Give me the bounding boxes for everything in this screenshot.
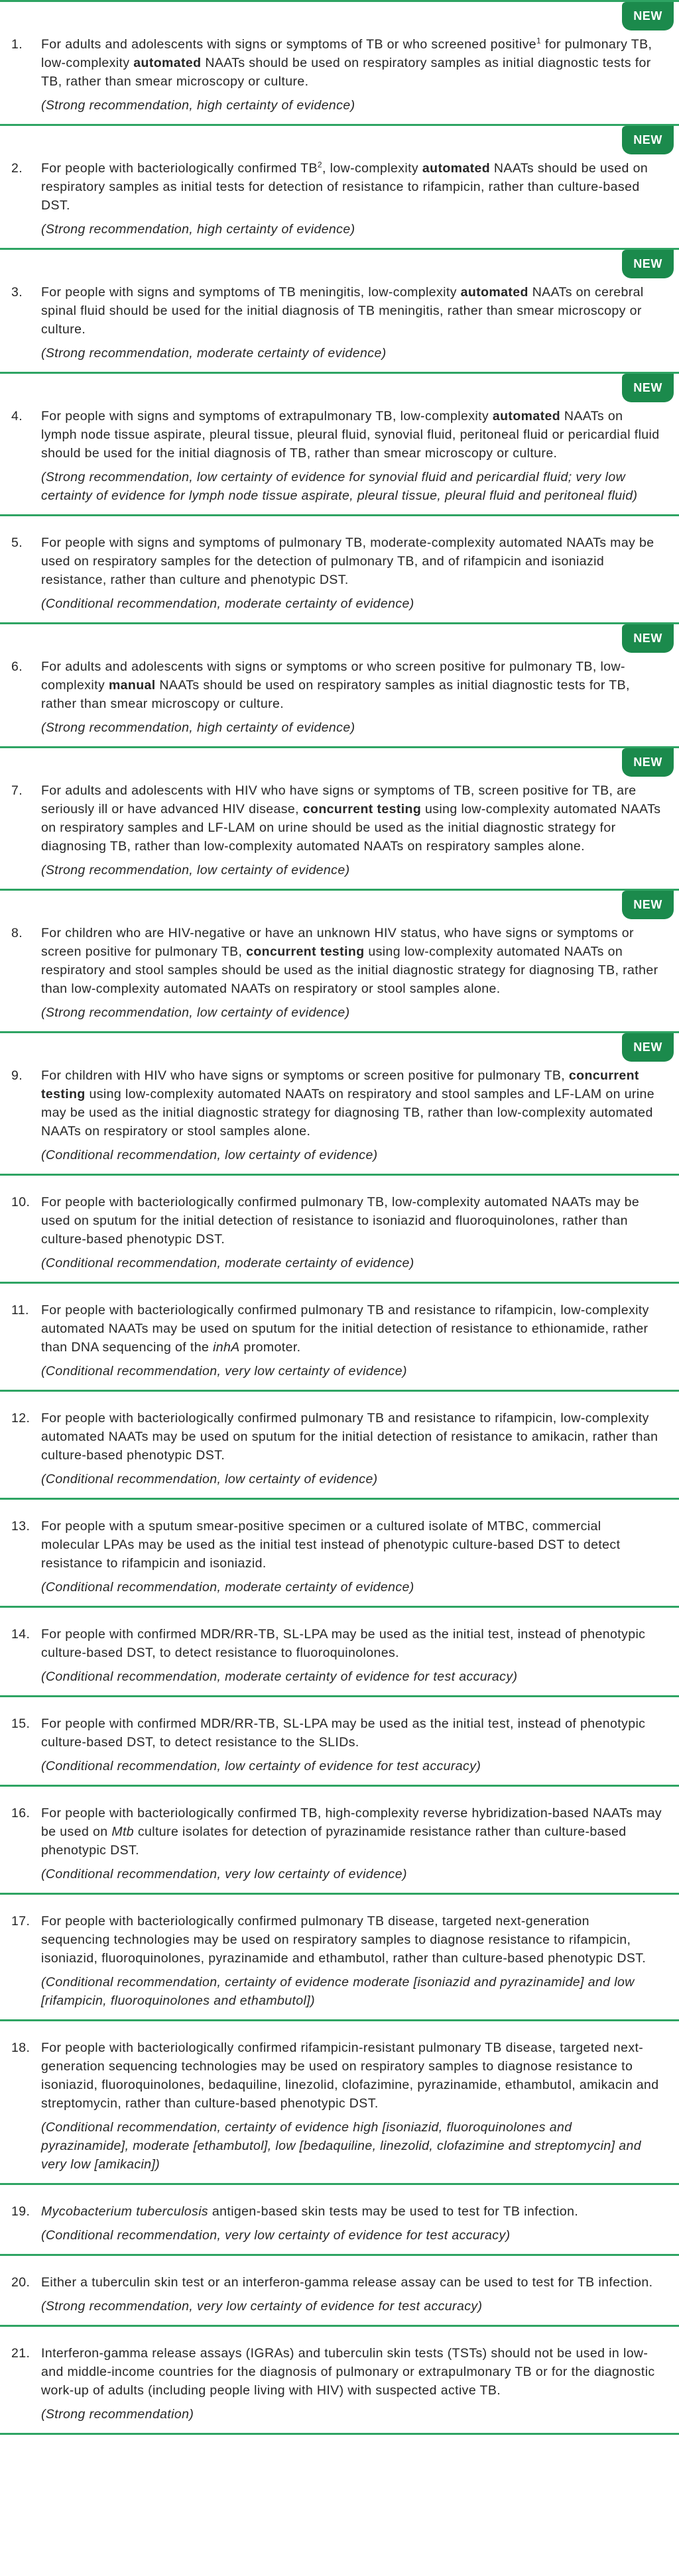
item-note: (Strong recommendation, low certainty of evidence) bbox=[41, 863, 350, 877]
new-badge: NEW bbox=[622, 624, 674, 653]
body-text: For adults and adolescents with signs or symptoms of TB or who screened positive bbox=[41, 37, 536, 52]
item-body bbox=[41, 2202, 662, 2221]
item-body bbox=[41, 657, 662, 713]
item-body bbox=[41, 1804, 662, 1860]
recommendation-item bbox=[0, 1695, 679, 1785]
recommendation-item bbox=[0, 1031, 679, 1174]
item-note: (Conditional recommendation, moderate certainty of evidence) bbox=[41, 1256, 414, 1270]
body-text: promoter. bbox=[239, 1340, 301, 1355]
body-text: For people with bacteriologically confirmed pulmonary TB, low-complexity automated NAATs may be used on sputum for the initial detection of resistance to isoniazid and fluoroquinolones, rather than culture-based phenotypic DST. bbox=[41, 1195, 640, 1247]
recommendation-item bbox=[0, 1282, 679, 1390]
item-body bbox=[41, 781, 662, 856]
body-text: For people with bacteriologically confirmed TB bbox=[41, 161, 318, 176]
recommendation-item bbox=[0, 0, 679, 124]
item-number: 11. bbox=[11, 1303, 29, 1317]
item-note: (Strong recommendation, high certainty of evidence) bbox=[41, 720, 355, 735]
recommendation-item bbox=[0, 1606, 679, 1695]
item-body bbox=[41, 159, 662, 215]
italic-term: Mtb bbox=[111, 1824, 135, 1839]
new-badge: NEW bbox=[622, 126, 674, 154]
item-body bbox=[41, 407, 662, 463]
item-note: (Conditional recommendation, certainty of evidence moderate [isoniazid and pyrazinamide] and low [rifampicin, fluoroquinolones and ethambutol]) bbox=[41, 1975, 635, 2008]
new-badge: NEW bbox=[622, 374, 674, 402]
bold-term: automated bbox=[422, 161, 491, 176]
item-body bbox=[41, 1301, 662, 1357]
footnote-ref: 2 bbox=[317, 160, 322, 170]
item-number: 2. bbox=[11, 161, 23, 176]
body-text: For people with confirmed MDR/RR-TB, SL-LPA may be used as the initial test, instead of phenotypic culture-based DST, to detect resistance to the SLIDs. bbox=[41, 1716, 646, 1750]
item-note: (Conditional recommendation, moderate certainty of evidence for test accuracy) bbox=[41, 1669, 518, 1684]
item-number: 21. bbox=[11, 2346, 31, 2361]
item-body bbox=[41, 1714, 662, 1752]
body-text: For people with a sputum smear-positive specimen or a cultured isolate of MTBC, commercial molecular LPAs may be used as the initial test instead of phenotypic culture-based DST to detect resistance to rifampicin and isoniazid. bbox=[41, 1519, 621, 1571]
body-text: antigen-based skin tests may be used to test for TB infection. bbox=[208, 2204, 579, 2219]
new-badge: NEW bbox=[622, 2, 674, 30]
item-number: 19. bbox=[11, 2204, 31, 2219]
bold-term: manual bbox=[108, 678, 156, 693]
new-badge: NEW bbox=[622, 250, 674, 278]
body-text: For people with bacteriologically confirmed pulmonary TB disease, targeted next-generation sequencing technologies may be used on respiratory samples to diagnose resistance to rifampicin, isoniazid, fluoroquinolones, pyrazinamide and ethambutol, rather than culture-based phenotypic DST. bbox=[41, 1914, 647, 1966]
body-text: Either a tuberculin skin test or an interferon-gamma release assay can be used to test for TB infection. bbox=[41, 2275, 653, 2290]
body-text: Interferon-gamma release assays (IGRAs) and tuberculin skin tests (TSTs) should not be used in low- and middle-income countries for the diagnosis of pulmonary or extrapulmonary TB or for the diagnostic work-up of adults (including people living with HIV) with suspected active TB. bbox=[41, 2346, 655, 2398]
item-number: 20. bbox=[11, 2275, 31, 2290]
recommendation-item bbox=[0, 2325, 679, 2433]
body-text: For adults and adolescents with HIV who have signs or symptoms of TB, screen positive for TB, are seriously ill or have advanced HIV disease, bbox=[41, 783, 637, 816]
item-note: (Conditional recommendation, low certainty of evidence for test accuracy) bbox=[41, 1759, 481, 1773]
body-text: using low-complexity automated NAATs on respiratory samples and LF-LAM on urine should be used as the initial diagnostic strategy for diagnosing TB, rather than low-complexity automated NAATs on respiratory samples alone. bbox=[41, 802, 661, 854]
item-note: (Strong recommendation, low certainty of evidence for synovial fluid and pericardial fluid; very low certainty of evidence for lymph node tissue aspirate, pleural tissue, pleural fluid and peritoneal fluid) bbox=[41, 470, 638, 503]
item-number: 14. bbox=[11, 1627, 31, 1642]
item-body bbox=[41, 2039, 662, 2113]
recommendation-item bbox=[0, 514, 679, 622]
item-note: (Conditional recommendation, moderate certainty of evidence) bbox=[41, 1580, 414, 1595]
new-badge: NEW bbox=[622, 891, 674, 919]
italic-term: Mycobacterium tuberculosis bbox=[41, 2204, 209, 2219]
item-note: (Strong recommendation, high certainty of evidence) bbox=[41, 222, 355, 237]
body-text: NAATs should be used on respiratory samples as initial diagnostic tests for TB, rather than smear microscopy or culture. bbox=[41, 56, 651, 89]
recommendation-item bbox=[0, 746, 679, 889]
recommendation-item bbox=[0, 1174, 679, 1282]
item-number: 9. bbox=[11, 1068, 23, 1083]
italic-term: inhA bbox=[213, 1340, 240, 1355]
body-text: For people with bacteriologically confirmed pulmonary TB and resistance to rifampicin, low-complexity automated NAATs may be used on sputum for the initial detection of resistance to amikacin, rather than culture-based phenotypic DST. bbox=[41, 1411, 658, 1463]
body-text: NAATs on lymph node tissue aspirate, pleural tissue, pleural fluid, synovial fluid, peritoneal fluid or pericardial fluid should be used for the initial diagnosis of TB, rather than smear microscopy or culture. bbox=[41, 409, 660, 461]
body-text: For people with bacteriologically confirmed TB, high-complexity reverse hybridization-based NAATs may be used on bbox=[41, 1806, 662, 1839]
bold-term: concurrent testing bbox=[41, 1068, 639, 1101]
item-note: (Strong recommendation) bbox=[41, 2407, 194, 2422]
item-number: 3. bbox=[11, 285, 23, 300]
bold-term: automated bbox=[492, 409, 561, 423]
item-body bbox=[41, 35, 662, 91]
item-number: 1. bbox=[11, 37, 23, 52]
item-body bbox=[41, 2273, 662, 2292]
item-number: 6. bbox=[11, 659, 23, 674]
item-note: (Conditional recommendation, very low certainty of evidence) bbox=[41, 1364, 407, 1378]
bottom-rule bbox=[0, 2433, 679, 2435]
new-badge: NEW bbox=[622, 1033, 674, 1062]
body-text: For people with signs and symptoms of extrapulmonary TB, low-complexity bbox=[41, 409, 493, 423]
item-body bbox=[41, 924, 662, 998]
body-text: For children with HIV who have signs or symptoms or screen positive for pulmonary TB, bbox=[41, 1068, 569, 1083]
item-body bbox=[41, 1193, 662, 1249]
recommendation-item bbox=[0, 248, 679, 372]
item-number: 10. bbox=[11, 1195, 31, 1209]
recommendation-item bbox=[0, 2019, 679, 2183]
item-body bbox=[41, 283, 662, 339]
bold-term: concurrent testing bbox=[302, 802, 422, 816]
recommendation-item bbox=[0, 2183, 679, 2254]
item-number: 16. bbox=[11, 1806, 31, 1820]
item-number: 13. bbox=[11, 1519, 31, 1534]
body-text: For people with signs and symptoms of pulmonary TB, moderate-complexity automated NAATs may be used on respiratory samples for the detection of pulmonary TB, and of rifampicin and isoniazid resistance, rather than culture and phenotypic DST. bbox=[41, 535, 654, 587]
item-number: 12. bbox=[11, 1411, 31, 1426]
body-text: NAATs should be used on respiratory samples as initial tests for detection of resistance to rifampicin, rather than culture-based DST. bbox=[41, 161, 648, 213]
item-number: 5. bbox=[11, 535, 23, 550]
body-text: using low-complexity automated NAATs on respiratory and stool samples should be used as the initial diagnostic strategy for diagnosing TB, rather than low-complexity automated NAATs on respiratory or stool samples alone. bbox=[41, 944, 658, 996]
item-number: 15. bbox=[11, 1716, 31, 1731]
recommendation-item bbox=[0, 124, 679, 248]
item-note: (Conditional recommendation, very low certainty of evidence for test accuracy) bbox=[41, 2228, 511, 2243]
body-text: , low-complexity bbox=[322, 161, 422, 176]
item-number: 18. bbox=[11, 2041, 31, 2055]
recommendation-item bbox=[0, 372, 679, 514]
recommendation-item bbox=[0, 1893, 679, 2019]
item-note: (Strong recommendation, low certainty of evidence) bbox=[41, 1005, 350, 1020]
recommendation-item bbox=[0, 2254, 679, 2325]
body-text: For people with signs and symptoms of TB meningitis, low-complexity bbox=[41, 285, 461, 300]
item-note: (Conditional recommendation, moderate certainty of evidence) bbox=[41, 596, 414, 611]
body-text: NAATs on cerebral spinal fluid should be used for the initial diagnosis of TB meningitis, rather than smear microscopy or culture. bbox=[41, 285, 644, 337]
item-note: (Conditional recommendation, low certainty of evidence) bbox=[41, 1472, 378, 1486]
recommendation-item bbox=[0, 1498, 679, 1606]
recommendation-item bbox=[0, 889, 679, 1031]
body-text: using low-complexity automated NAATs on respiratory and stool samples and LF-LAM on urine may be used as the initial diagnostic strategy for diagnosing TB, rather than low-complexity automated NAATs on respiratory or stool samples alone. bbox=[41, 1087, 654, 1139]
body-text: for pulmonary TB, low-complexity bbox=[41, 37, 652, 70]
recommendation-item bbox=[0, 1785, 679, 1893]
item-number: 17. bbox=[11, 1914, 31, 1929]
body-text: For people with bacteriologically confirmed rifampicin-resistant pulmonary TB disease, targeted next-generation sequencing technologies may be used on respiratory samples to diagnose resistance to isoniazid, fluoroquinolones, bedaquiline, linezolid, clofazimine, pyrazinamide, ethambutol, amikacin and streptomycin, rather than culture-based phenotypic DST. bbox=[41, 2041, 659, 2111]
item-body bbox=[41, 1625, 662, 1662]
body-text: NAATs should be used on respiratory samples as initial diagnostic tests for TB, rather than smear microscopy or culture. bbox=[41, 678, 630, 711]
body-text: For adults and adolescents with signs or symptoms or who screen positive for pulmonary TB, low-complexity bbox=[41, 659, 625, 693]
recommendation-item bbox=[0, 622, 679, 746]
item-body bbox=[41, 1517, 662, 1573]
item-body bbox=[41, 2344, 662, 2400]
item-body bbox=[41, 533, 662, 589]
item-note: (Conditional recommendation, very low certainty of evidence) bbox=[41, 1867, 407, 1881]
recommendation-item bbox=[0, 1390, 679, 1498]
item-note: (Conditional recommendation, certainty of evidence high [isoniazid, fluoroquinolones and pyrazinamide], moderate [ethambutol], low [bedaquiline, linezolid, clofazimine and streptomycin] and very low [amikacin]) bbox=[41, 2120, 641, 2172]
item-body bbox=[41, 1912, 662, 1968]
body-text: For people with bacteriologically confirmed pulmonary TB and resistance to rifampicin, low-complexity automated NAATs may be used on sputum for the initial detection of resistance to ethionamide, rather than DNA sequencing of the bbox=[41, 1303, 649, 1355]
bold-term: concurrent testing bbox=[246, 944, 365, 959]
bold-term: automated bbox=[133, 56, 202, 70]
body-text: For children who are HIV-negative or have an unknown HIV status, who have signs or symptoms or screen positive for pulmonary TB, bbox=[41, 926, 634, 959]
footnote-ref: 1 bbox=[536, 36, 542, 46]
item-note: (Strong recommendation, high certainty of evidence) bbox=[41, 98, 355, 113]
body-text: culture isolates for detection of pyrazinamide resistance rather than culture-based phenotypic DST. bbox=[41, 1824, 627, 1858]
item-note: (Conditional recommendation, low certainty of evidence) bbox=[41, 1148, 378, 1162]
item-number: 7. bbox=[11, 783, 23, 798]
new-badge: NEW bbox=[622, 748, 674, 777]
item-body bbox=[41, 1066, 662, 1141]
bold-term: automated bbox=[460, 285, 528, 300]
body-text: For people with confirmed MDR/RR-TB, SL-LPA may be used as the initial test, instead of phenotypic culture-based DST, to detect resistance to fluoroquinolones. bbox=[41, 1627, 646, 1660]
item-note: (Strong recommendation, very low certainty of evidence for test accuracy) bbox=[41, 2299, 483, 2314]
item-number: 4. bbox=[11, 409, 23, 423]
item-body bbox=[41, 1409, 662, 1465]
item-note: (Strong recommendation, moderate certainty of evidence) bbox=[41, 346, 387, 361]
item-number: 8. bbox=[11, 926, 23, 940]
